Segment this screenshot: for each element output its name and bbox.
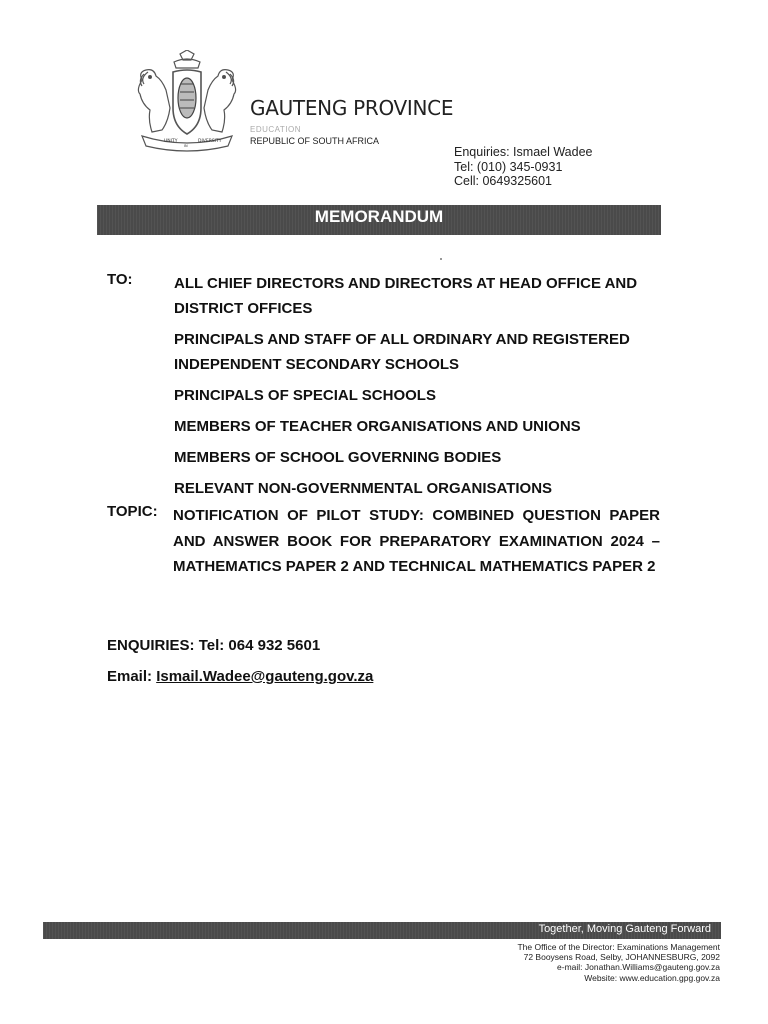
country-name: REPUBLIC OF SOUTH AFRICA bbox=[250, 136, 380, 146]
contact-block bbox=[454, 145, 593, 189]
crest-motto-middle: IN bbox=[184, 144, 188, 148]
footer-slogan: Together, Moving Gauteng Forward bbox=[538, 923, 711, 935]
crest-motto-left: UNITY bbox=[164, 139, 178, 144]
email-link[interactable]: Ismail.Wadee@gauteng.gov.za bbox=[156, 668, 374, 685]
topic-text: NOTIFICATION OF PILOT STUDY: COMBINED QUESTION PAPER AND ANSWER BOOK FOR PREPARATORY EXAMINATION 2024 – MATHEMATICS PAPER 2 AND TECHNICAL MATHEMATICS PAPER 2 bbox=[173, 507, 660, 576]
coat-of-arms-logo bbox=[128, 50, 246, 155]
footer-office: The Office of the Director: Examinations Management bbox=[517, 942, 720, 952]
footer-street: 72 Booysens Road, Selby, JOHANNESBURG, 2092 bbox=[523, 952, 720, 963]
recipient-item: RELEVANT NON-GOVERNMENTAL ORGANISATIONS bbox=[174, 480, 553, 497]
crest-motto-right: DIVERSITY bbox=[198, 139, 222, 144]
memorandum-title-bar: MEMORANDUM bbox=[97, 205, 661, 235]
enquiries-label: ENQUIRIES: bbox=[107, 637, 195, 654]
email-label: Email: bbox=[107, 668, 153, 685]
contact-enquiries: Enquiries: Ismael Wadee bbox=[454, 145, 593, 159]
topic-label: TOPIC: bbox=[107, 503, 158, 520]
scan-speck bbox=[440, 258, 442, 260]
recipient-item: PRINCIPALS OF SPECIAL SCHOOLS bbox=[174, 387, 436, 404]
recipient-item: ALL CHIEF DIRECTORS AND DIRECTORS AT HEAD OFFICE AND DISTRICT OFFICES bbox=[174, 275, 638, 317]
recipient-item: MEMBERS OF TEACHER ORGANISATIONS AND UNIONS bbox=[174, 418, 581, 435]
footer-bar bbox=[43, 922, 721, 939]
email-line bbox=[107, 668, 373, 685]
enquiries-line bbox=[107, 637, 320, 654]
recipient-item: MEMBERS OF SCHOOL GOVERNING BODIES bbox=[174, 449, 502, 466]
contact-cell: Cell: 0649325601 bbox=[454, 174, 552, 188]
footer-address bbox=[517, 942, 720, 983]
province-name: GAUTENG PROVINCE bbox=[250, 96, 454, 120]
department-name: EDUCATION bbox=[250, 125, 302, 134]
to-label: TO: bbox=[107, 271, 133, 288]
footer-email: e-mail: Jonathan.Williams@gauteng.gov.za bbox=[557, 962, 720, 973]
contact-tel: Tel: (010) 345-0931 bbox=[454, 159, 563, 174]
footer-website: Website: www.education.gpg.gov.za bbox=[584, 972, 720, 983]
recipient-item: PRINCIPALS AND STAFF OF ALL ORDINARY AND REGISTERED INDEPENDENT SECONDARY SCHOOLS bbox=[174, 331, 630, 373]
enquiries-phone: Tel: 064 932 5601 bbox=[198, 637, 321, 654]
recipient-list bbox=[174, 271, 664, 507]
